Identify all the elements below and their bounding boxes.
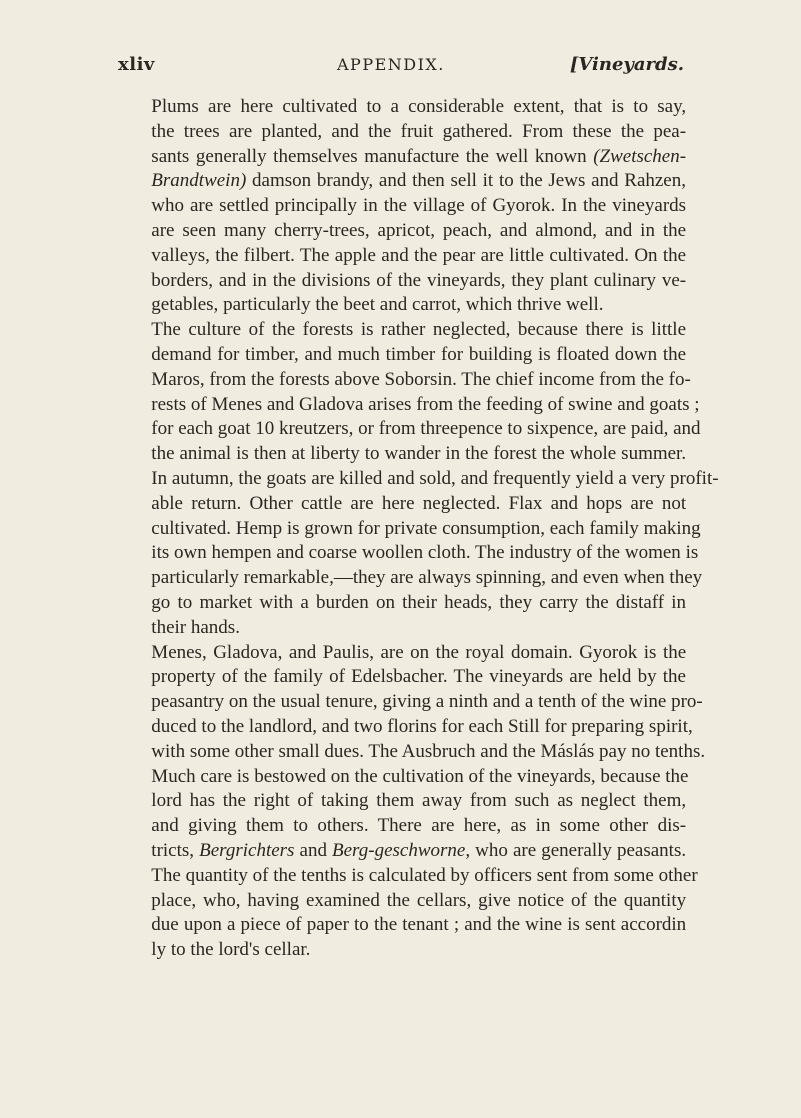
text-line: are seen many cherry-trees, apricot, peach, and almond, and in the [151,219,687,241]
text-line: Maros, from the forests above Soborsin. The chief income from the fo- [151,368,691,390]
text-line: for each goat 10 kreutzers, or from threepence to sixpence, are paid, and [151,418,701,440]
text-line: In autumn, the goats are killed and sold, and frequently yield a very profit- [151,467,719,489]
text-line: Menes, Gladova, and Paulis, are on the royal domain. Gyorok is the [151,641,687,663]
text-line: demand for timber, and much timber for building is floated down the [151,343,687,365]
text-line: its own hempen and coarse woollen cloth. The industry of the women is [151,542,699,564]
text-line: go to market with a burden on their heads, they carry the distaff in [151,591,687,613]
text-line: valleys, the filbert. The apple and the pear are little cultivated. On the [151,244,687,266]
text-line: tricts, Bergrichters and Berg-geschworne, who are generally peasants. [151,839,687,861]
paragraph [119,641,706,963]
text-line: borders, and in the divisions of the vineyards, they plant culinary ve- [151,269,687,291]
page-number: xliv [118,54,155,75]
text-line: Brandtwein) damson brandy, and then sell it to the Jews and Rahzen, [151,170,686,192]
text-line: Plums are here cultivated to a considerable extent, that is to say, [151,96,687,117]
text-line: sants generally themselves manufacture the well known (Zwetschen- [151,145,687,167]
text-line: who are settled principally in the village of Gyorok. In the vineyards [151,195,687,217]
text-line: particularly remarkable,—they are always spinning, and even when they [151,567,703,589]
running-title: [Vineyards. [569,54,684,75]
text-line: their hands. [151,616,240,638]
paragraph [119,318,719,640]
text-line: getables, particularly the beet and carrot, which thrive well. [151,294,604,316]
text-line: able return. Other cattle are here neglected. Flax and hops are not [151,492,687,514]
text-line: The quantity of the tenths is calculated by officers sent from some other [151,864,698,886]
body-text [119,95,719,963]
text-line: ly to the lord's cellar. [151,939,311,961]
running-header [118,54,684,80]
text-line: rests of Menes and Gladova arises from the feeding of swine and goats ; [151,393,700,415]
text-line: lord has the right of taking them away from such as neglect them, [151,790,687,812]
text-line: duced to the landlord, and two florins for each Still for preparing spirit, [151,715,693,737]
paragraph [119,95,686,318]
text-line: place, who, having examined the cellars, give notice of the quantity [151,889,687,911]
text-line: the animal is then at liberty to wander in the forest the whole summer. [151,443,687,465]
section-title: APPENDIX. [337,55,445,74]
text-line: Much care is bestowed on the cultivation of the vineyards, because the [151,765,689,787]
text-line: peasantry on the usual tenure, giving a ninth and a tenth of the wine pro- [151,691,703,713]
text-line: and giving them to others. There are here, as in some other dis- [151,815,687,837]
text-line: with some other small dues. The Ausbruch and the Máslás pay no tenths. [151,740,706,762]
text-line: property of the family of Edelsbacher. The vineyards are held by the [151,666,686,688]
text-line: The culture of the forests is rather neglected, because there is little [151,319,686,341]
text-line: due upon a piece of paper to the tenant ; and the wine is sent accordin [151,914,687,936]
text-line: cultivated. Hemp is grown for private consumption, each family making [151,517,701,539]
text-line: the trees are planted, and the fruit gathered. From these the pea- [151,120,687,142]
